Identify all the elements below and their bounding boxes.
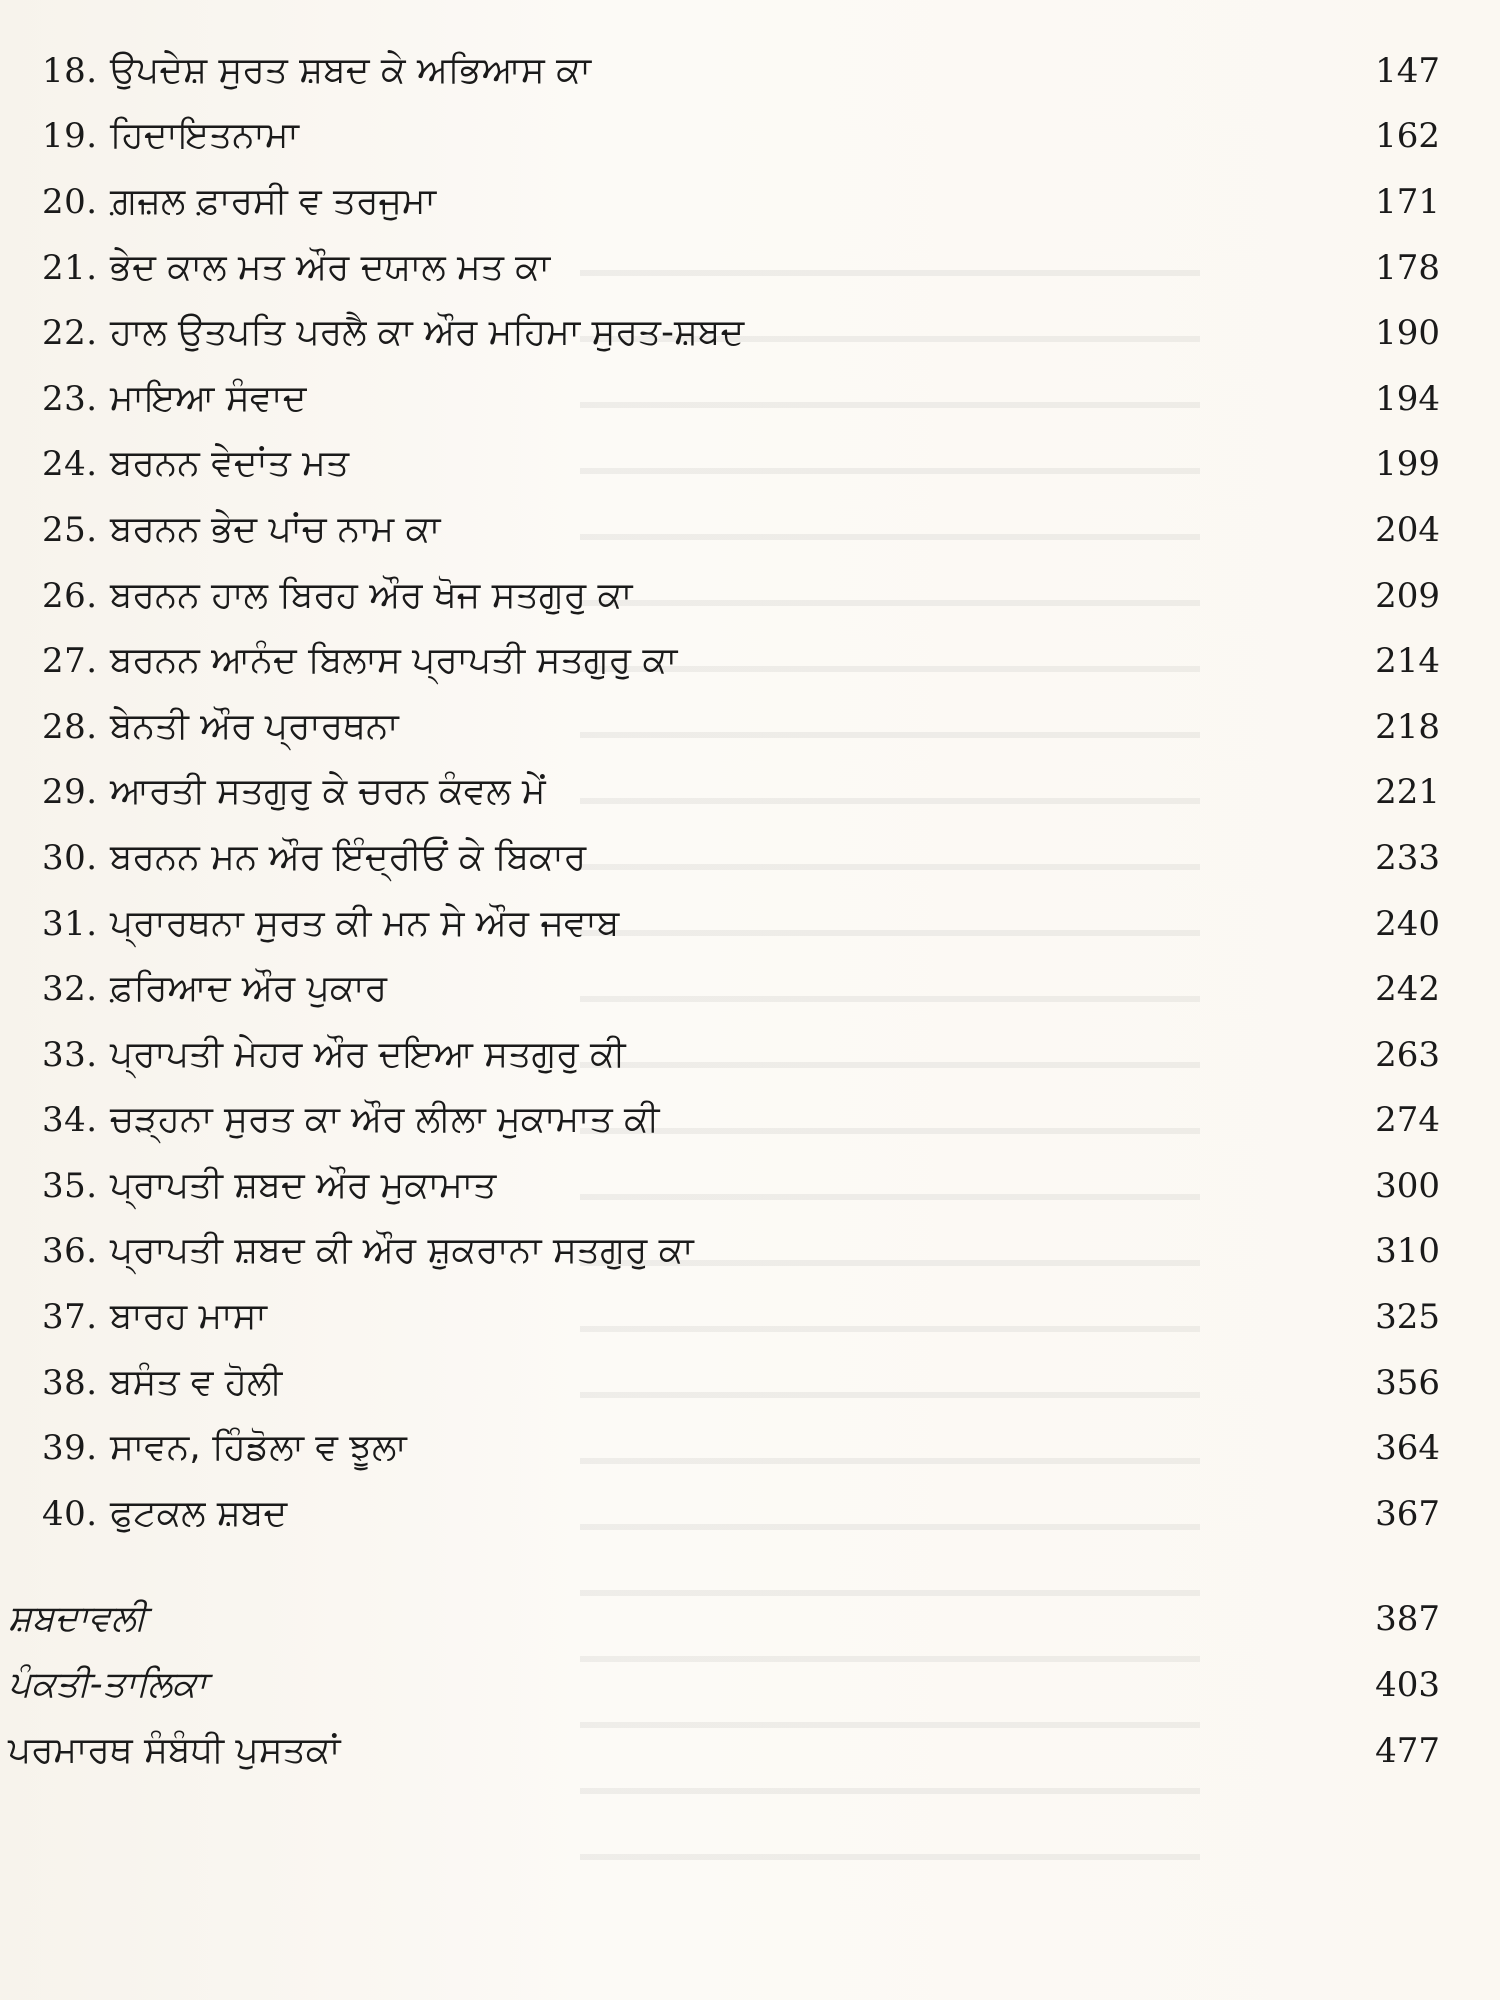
toc-entry xyxy=(0,1350,1500,1416)
entry-title: ਆਰਤੀ ਸਤਗੁਰੁ ਕੇ ਚਰਨ ਕੰਵਲ ਮੇਂ xyxy=(110,771,546,813)
entry-page: 300 xyxy=(1375,1165,1440,1206)
entry-page: 214 xyxy=(1375,641,1440,682)
appendix-entry xyxy=(0,1718,1500,1784)
entry-number: 35. xyxy=(42,1165,98,1206)
entry-title: ਪ੍ਰਾਰਥਨਾ ਸੁਰਤ ਕੀ ਮਨ ਸੇ ਔਰ ਜਵਾਬ xyxy=(110,902,620,944)
entry-title: ਪ੍ਰਾਪਤੀ ਸ਼ਬਦ ਔਰ ਮੁਕਾਮਾਤ xyxy=(110,1164,497,1206)
appendix-title: ਪੰਕਤੀ-ਤਾਲਿਕਾ xyxy=(8,1664,207,1706)
appendix-page: 387 xyxy=(1375,1599,1440,1640)
entry-number: 34. xyxy=(42,1100,98,1141)
toc-entry xyxy=(0,1219,1500,1285)
toc-entry xyxy=(0,891,1500,957)
entry-number: 19. xyxy=(42,116,98,157)
entry-page: 190 xyxy=(1375,313,1440,354)
entry-number: 32. xyxy=(42,969,98,1010)
entry-title: ਬਰਨਨ ਆਨੰਦ ਬਿਲਾਸ ਪ੍ਰਾਪਤੀ ਸਤਗੁਰੁ ਕਾ xyxy=(110,640,678,682)
toc-entry xyxy=(0,1284,1500,1350)
entry-number: 23. xyxy=(42,378,98,419)
entry-title: ਬਰਨਨ ਮਨ ਔਰ ਇੰਦ੍ਰੀਓਂ ਕੇ ਬਿਕਾਰ xyxy=(110,836,587,878)
entry-page: 171 xyxy=(1375,181,1440,222)
entry-number: 27. xyxy=(42,641,98,682)
entry-title: ਭੇਦ ਕਾਲ ਮਤ ਔਰ ਦਯਾਲ ਮਤ ਕਾ xyxy=(110,246,551,288)
toc-entry xyxy=(0,169,1500,235)
entry-title: ਫੁਟਕਲ ਸ਼ਬਦ xyxy=(110,1492,288,1534)
entry-number: 28. xyxy=(42,706,98,747)
entry-title: ਹਿਦਾਇਤਨਾਮਾ xyxy=(110,115,299,157)
entry-number: 22. xyxy=(42,313,98,354)
entry-number: 38. xyxy=(42,1362,98,1403)
toc-entry xyxy=(0,760,1500,826)
entry-number: 24. xyxy=(42,444,98,485)
toc-entry xyxy=(0,300,1500,366)
entry-number: 25. xyxy=(42,509,98,550)
entry-title: ਸਾਵਨ, ਹਿੰਡੋਲਾ ਵ ਝੂਲਾ xyxy=(110,1427,407,1469)
entry-page: 325 xyxy=(1375,1297,1440,1338)
entry-title: ਬੇਨਤੀ ਔਰ ਪ੍ਰਾਰਥਨਾ xyxy=(110,705,399,747)
entry-title: ਫ਼ਰਿਆਦ ਔਰ ਪੁਕਾਰ xyxy=(110,968,388,1010)
entry-page: 218 xyxy=(1375,706,1440,747)
entry-page: 356 xyxy=(1375,1362,1440,1403)
toc-entry xyxy=(0,694,1500,760)
entry-number: 21. xyxy=(42,247,98,288)
appendix-page: 477 xyxy=(1375,1730,1440,1771)
entry-number: 33. xyxy=(42,1034,98,1075)
entry-page: 242 xyxy=(1375,969,1440,1010)
entry-page: 178 xyxy=(1375,247,1440,288)
entry-title: ਹਾਲ ਉਤਪਤਿ ਪਰਲੈ ਕਾ ਔਰ ਮਹਿਮਾ ਸੁਰਤ-ਸ਼ਬਦ xyxy=(110,312,745,354)
entry-number: 40. xyxy=(42,1493,98,1534)
entry-number: 29. xyxy=(42,772,98,813)
appendix-title: ਪਰਮਾਰਥ ਸੰਬੰਧੀ ਪੁਸਤਕਾਂ xyxy=(8,1729,341,1771)
entry-page: 204 xyxy=(1375,509,1440,550)
toc-entry xyxy=(0,825,1500,891)
appendix-entry xyxy=(0,1587,1500,1653)
entry-page: 263 xyxy=(1375,1034,1440,1075)
appendix-entry xyxy=(0,1652,1500,1718)
entry-number: 36. xyxy=(42,1231,98,1272)
entry-title: ਮਾਇਆ ਸੰਵਾਦ xyxy=(110,377,307,419)
entry-page: 240 xyxy=(1375,903,1440,944)
toc-entry xyxy=(0,1153,1500,1219)
entry-number: 31. xyxy=(42,903,98,944)
entry-page: 364 xyxy=(1375,1428,1440,1469)
entry-title: ਚੜ੍ਹਨਾ ਸੁਰਤ ਕਾ ਔਰ ਲੀਲਾ ਮੁਕਾਮਾਤ ਕੀ xyxy=(110,1099,660,1141)
entry-page: 162 xyxy=(1375,116,1440,157)
entry-title: ਪ੍ਰਾਪਤੀ ਸ਼ਬਦ ਕੀ ਔਰ ਸ਼ੁਕਰਾਨਾ ਸਤਗੁਰੁ ਕਾ xyxy=(110,1230,694,1272)
entry-number: 37. xyxy=(42,1297,98,1338)
entry-title: ਪ੍ਰਾਪਤੀ ਮੇਹਰ ਔਰ ਦਇਆ ਸਤਗੁਰੁ ਕੀ xyxy=(110,1033,626,1075)
entry-title: ਬਰਨਨ ਵੇਦਾਂਤ ਮਤ xyxy=(110,443,349,485)
entry-number: 20. xyxy=(42,181,98,222)
toc-entry xyxy=(0,432,1500,498)
entry-page: 147 xyxy=(1375,50,1440,91)
appendix-page: 403 xyxy=(1375,1665,1440,1706)
entry-number: 18. xyxy=(42,50,98,91)
entry-page: 209 xyxy=(1375,575,1440,616)
entry-number: 26. xyxy=(42,575,98,616)
entry-page: 274 xyxy=(1375,1100,1440,1141)
toc-entry xyxy=(0,1481,1500,1547)
entry-page: 221 xyxy=(1375,772,1440,813)
toc-entry xyxy=(0,1022,1500,1088)
entry-title: ਗ਼ਜ਼ਲ ਫ਼ਾਰਸੀ ਵ ਤਰਜੁਮਾ xyxy=(110,180,437,222)
toc-entry xyxy=(0,497,1500,563)
toc-entry xyxy=(0,956,1500,1022)
entry-number: 30. xyxy=(42,837,98,878)
entry-title: ਉਪਦੇਸ਼ ਸੁਰਤ ਸ਼ਬਦ ਕੇ ਅਭਿਆਸ ਕਾ xyxy=(110,49,592,91)
table-of-contents xyxy=(0,38,1500,1783)
toc-entry xyxy=(0,38,1500,104)
entry-page: 199 xyxy=(1375,444,1440,485)
entry-title: ਬਾਰਹ ਮਾਸਾ xyxy=(110,1296,267,1338)
toc-entry xyxy=(0,366,1500,432)
toc-entry xyxy=(0,235,1500,301)
toc-entry xyxy=(0,1088,1500,1154)
entry-title: ਬਰਨਨ ਹਾਲ ਬਿਰਹ ਔਰ ਖੋਜ ਸਤਗੁਰੁ ਕਾ xyxy=(110,574,633,616)
entry-number: 39. xyxy=(42,1428,98,1469)
entry-title: ਬਰਨਨ ਭੇਦ ਪਾਂਚ ਨਾਮ ਕਾ xyxy=(110,508,441,550)
entry-page: 233 xyxy=(1375,837,1440,878)
toc-entry xyxy=(0,563,1500,629)
appendix-title: ਸ਼ਬਦਾਵਲੀ xyxy=(8,1598,147,1640)
entry-page: 310 xyxy=(1375,1231,1440,1272)
toc-entry xyxy=(0,628,1500,694)
entry-title: ਬਸੰਤ ਵ ਹੋਲੀ xyxy=(110,1361,283,1403)
toc-entry xyxy=(0,104,1500,170)
entry-page: 194 xyxy=(1375,378,1440,419)
entry-page: 367 xyxy=(1375,1493,1440,1534)
toc-entry xyxy=(0,1415,1500,1481)
